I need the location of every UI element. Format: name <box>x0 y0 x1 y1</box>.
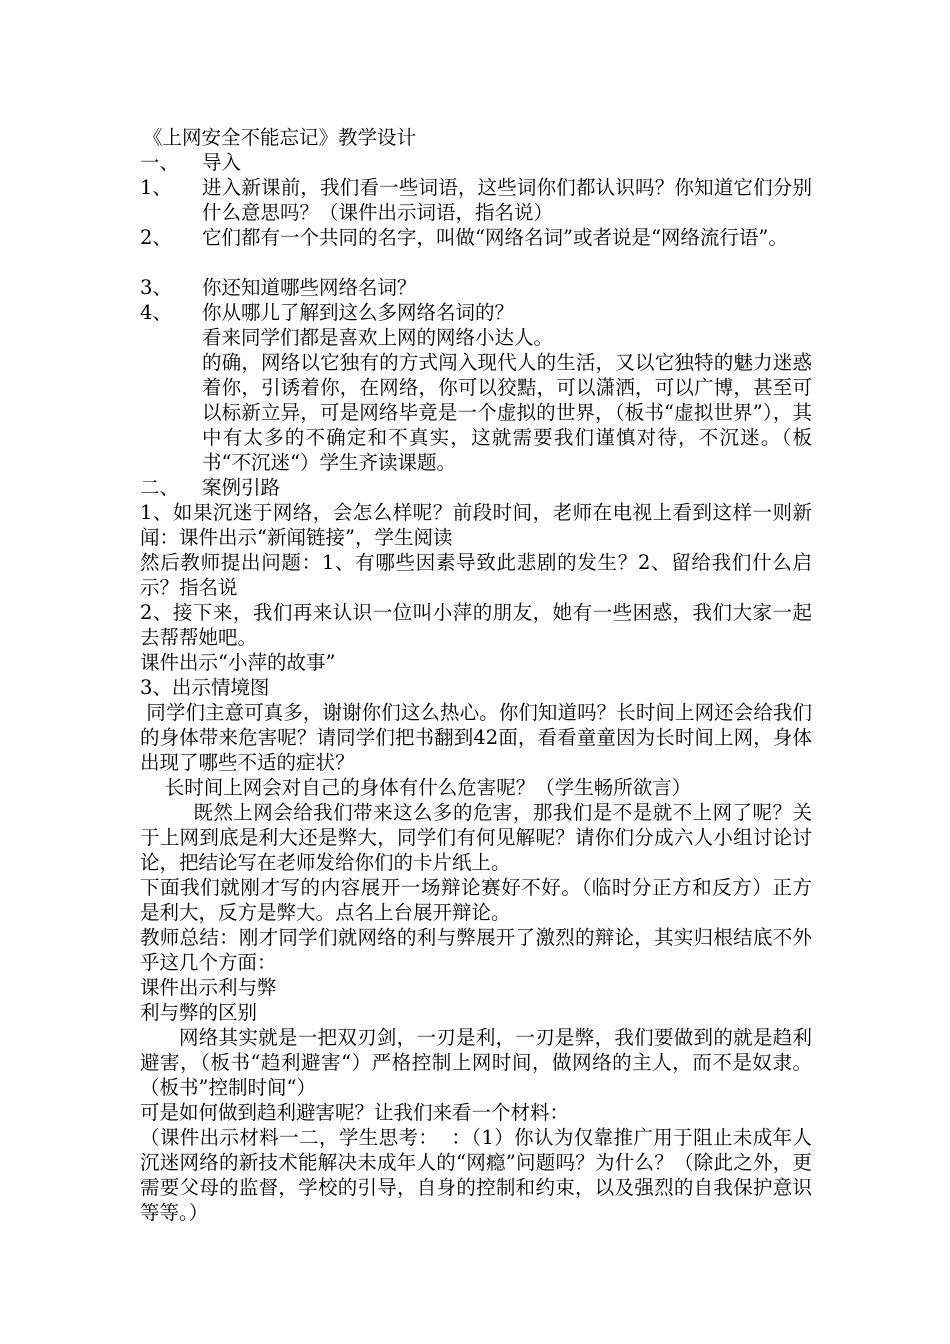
paragraph: 2、接下来，我们再来认识一位叫小萍的朋友，她有一些困惑，我们大家一起去帮帮她吧。 <box>140 601 812 649</box>
paragraph: 长时间上网会对自己的身体有什么危害呢？（学生畅所欲言） <box>140 776 692 799</box>
paragraph: 既然上网会给我们带来这么多的危害，那我们是不是就不上网了呢？关于上网到底是利大还是弊大，同学们有何见解呢？请你们分成六人小组讨论讨论，把结论写在老师发给你们的卡片纸上。 <box>140 801 812 874</box>
paragraph: 然后教师提出问题：1、有哪些因素导致此悲剧的发生？2、留给我们什么启示？指名说 <box>140 551 812 599</box>
section-number: 一、 <box>140 151 180 174</box>
list-text: 它们都有一个共同的名字，叫做“网络名词”或者说是“网络流行语”。 <box>202 226 788 249</box>
paragraph: 可是如何做到趋利避害呢？让我们来看一个材料： <box>140 1101 570 1124</box>
paragraph: 课件出示“小萍的故事” <box>140 651 336 674</box>
list-number: 4、 <box>140 301 172 324</box>
paragraph: 同学们主意可真多，谢谢你们这么热心。你们知道吗？长时间上网还会给我们的身体带来危害呢？请同学们把书翻到42面，看看童童因为长时间上网，身体出现了哪些不适的症状？ <box>140 701 812 774</box>
list-text: 你还知道哪些网络名词？ <box>202 276 417 299</box>
paragraph: 下面我们就刚才写的内容展开一场辩论赛好不好。（临时分正方和反方）正方是利大，反方是弊大。点名上台展开辩论。 <box>140 876 812 924</box>
paragraph: 教师总结：刚才同学们就网络的利与弊展开了激烈的辩论，其实归根结底不外乎这几个方面： <box>140 926 812 974</box>
list-number: 2、 <box>140 226 172 249</box>
paragraph: 网络其实就是一把双刃剑，一刃是利，一刃是弊，我们要做到的就是趋利避害，（板书“趋利避害“）严格控制上网时间，做网络的主人，而不是奴隶。（板书”控制时间“） <box>140 1026 812 1099</box>
paragraph: 3、出示情境图 <box>140 676 270 699</box>
paragraph: 利与弊的区别 <box>140 1001 258 1024</box>
paragraph: 的确，网络以它独有的方式闯入现代人的生活，又以它独特的魅力迷惑着你，引诱着你，在网络，你可以狡黠，可以潇洒，可以广博，甚至可以标新立异，可是网络毕竟是一个虚拟的世界，（板书“虚拟世界”），其中有太多的不确定和不真实，这就需要我们谨慎对待，不沉迷。（板书“不沉迷“）学生齐读课题。 <box>202 351 812 474</box>
list-text: 进入新课前，我们看一些词语，这些词你们都认识吗？你知道它们分别什么意思吗？（课件出示词语，指名说） <box>202 176 812 224</box>
paragraph: 1、如果沉迷于网络，会怎么样呢？前段时间，老师在电视上看到这样一则新闻：课件出示“新闻链接”，学生阅读 <box>140 501 812 549</box>
doc-title: 《上网安全不能忘记》教学设计 <box>143 126 417 149</box>
list-text: 你从哪儿了解到这么多网络名词的？ <box>202 301 515 324</box>
section-number: 二、 <box>140 476 180 499</box>
paragraph: （课件出示材料一二，学生思考： ：（1）你认为仅靠推广用于阻止未成年人沉迷网络的新技术能解决未成年人的“网瘾”问题吗？为什么？（除此之外，更需要父母的监督，学校的引导，自身的控制和约束，以及强烈的自我保护意识等等。） <box>140 1126 812 1224</box>
list-number: 3、 <box>140 276 172 299</box>
section-label: 导入 <box>202 151 242 174</box>
paragraph: 看来同学们都是喜欢上网的网络小达人。 <box>202 326 554 349</box>
section-label: 案例引路 <box>202 476 281 499</box>
list-number: 1、 <box>140 176 172 199</box>
paragraph: 课件出示利与弊 <box>140 976 277 999</box>
